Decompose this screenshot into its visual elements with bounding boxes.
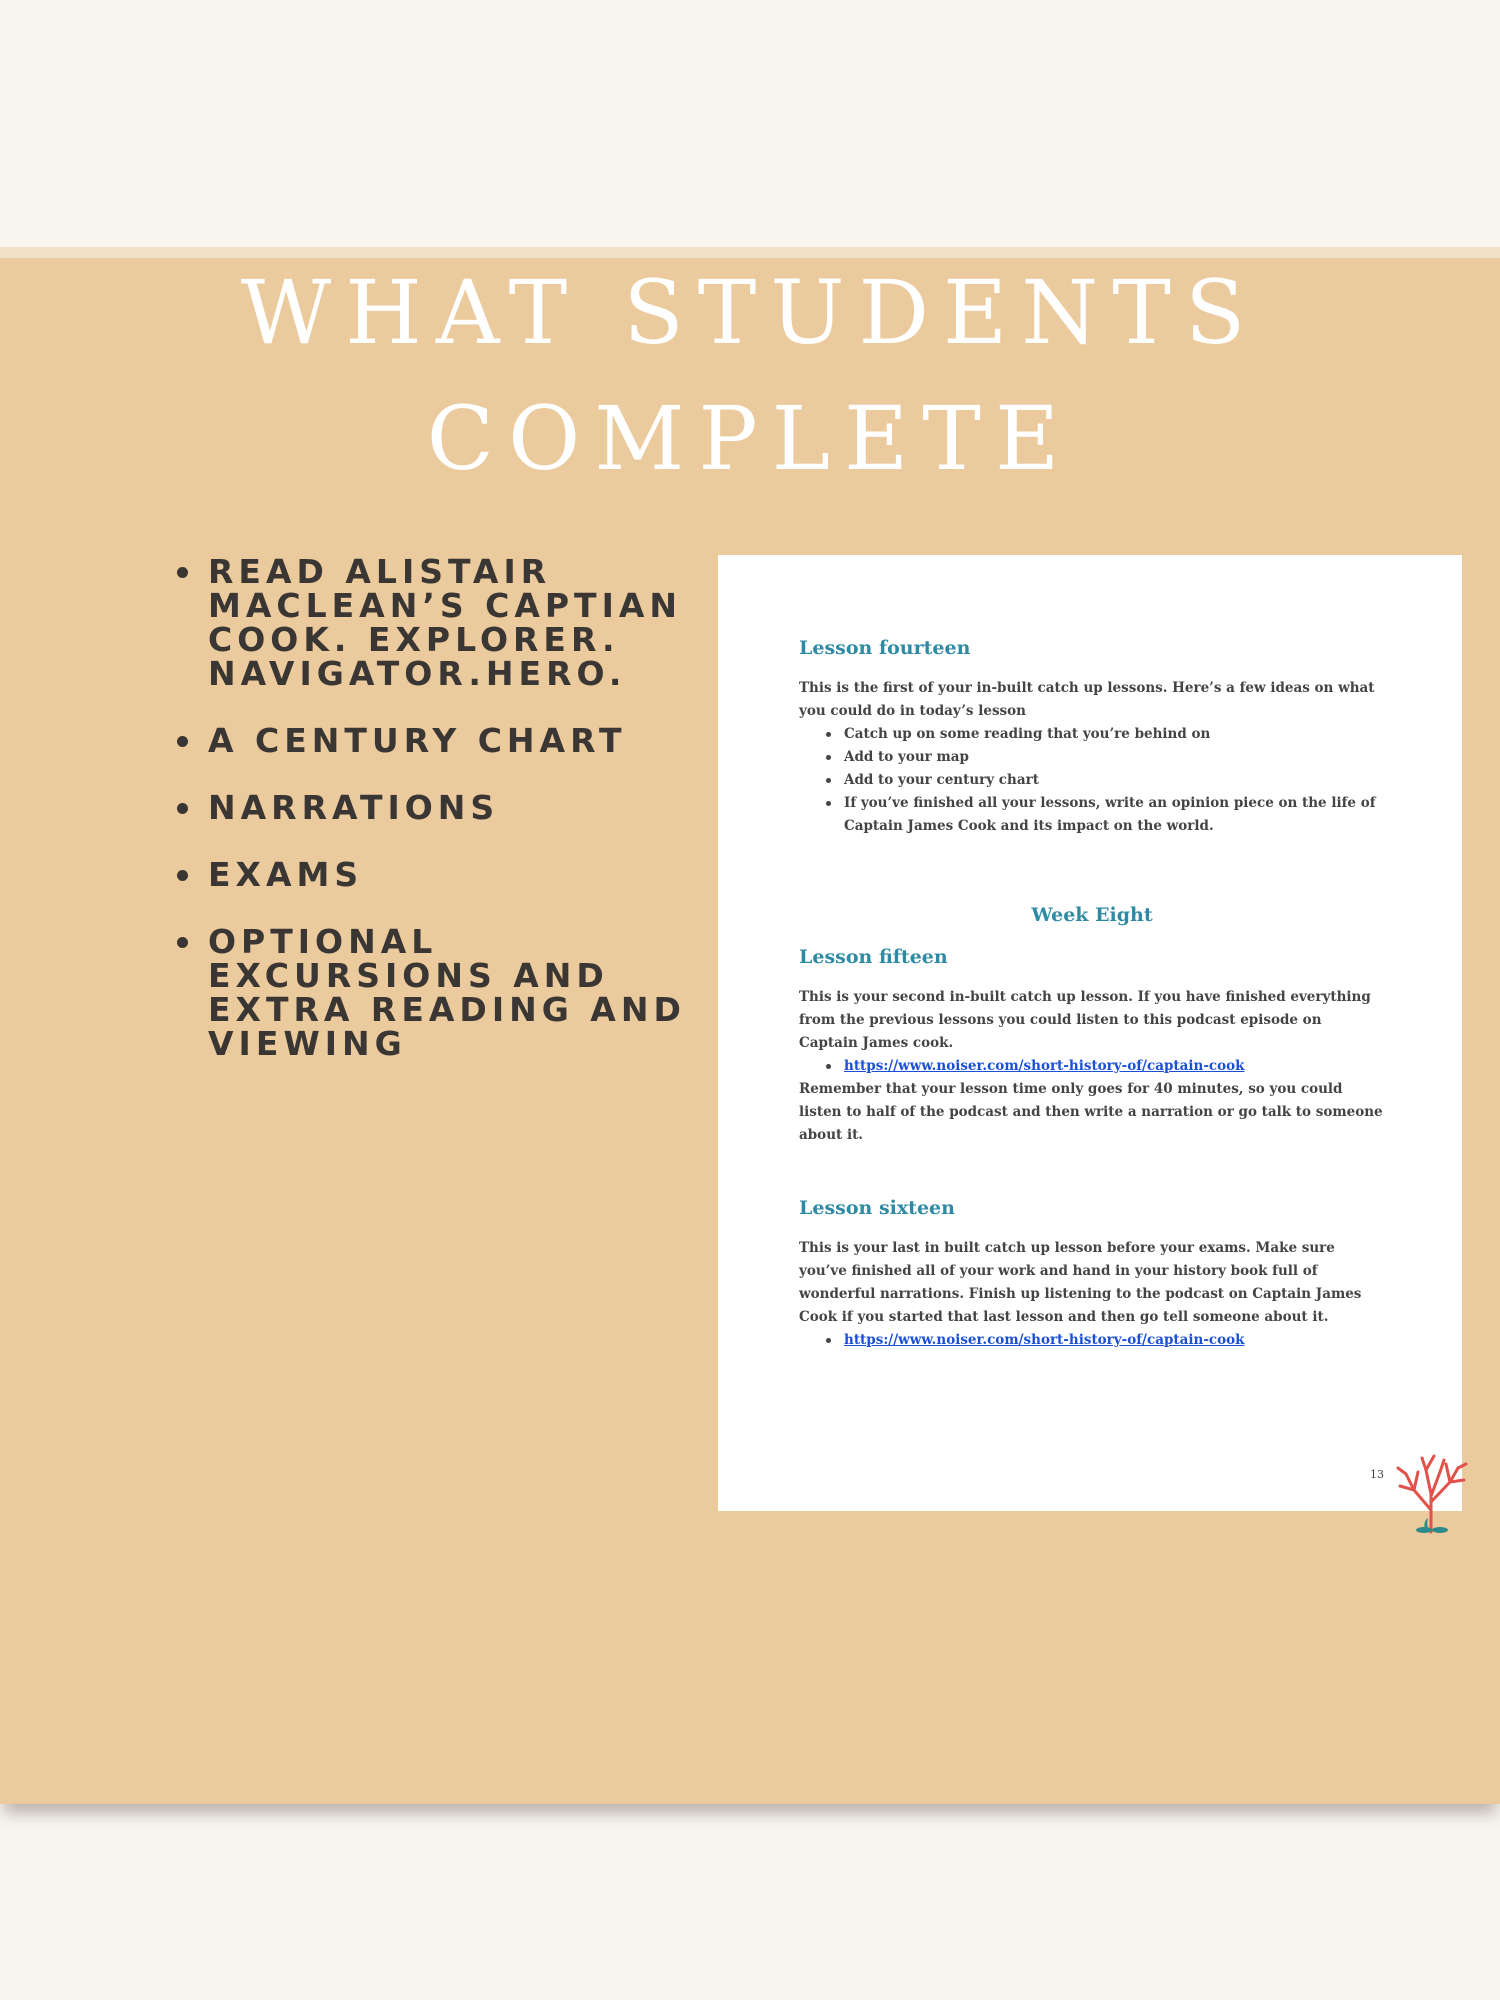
lesson-fifteen-heading: Lesson fifteen	[799, 946, 948, 968]
week-eight-heading: Week Eight	[1031, 904, 1153, 926]
list-item: If you’ve finished all your lessons, write an opinion piece on the life of Captain James Cook and its impact on the world.	[844, 792, 1385, 838]
list-item: Add to your century chart	[844, 769, 1385, 792]
list-item: Add to your map	[844, 746, 1385, 769]
document-content	[799, 637, 1385, 1352]
list-item: Catch up on some reading that you’re behind on	[844, 723, 1385, 746]
bullet-dot-icon	[177, 870, 188, 881]
feature-item-excursions	[170, 922, 690, 1063]
feature-label: A CENTURY CHART	[208, 721, 627, 760]
lesson-sixteen-link-list	[799, 1329, 1385, 1352]
lesson-fifteen-link-list	[799, 1055, 1385, 1078]
document-preview-page	[718, 555, 1462, 1511]
page-title	[0, 250, 1500, 502]
feature-label: OPTIONAL EXCURSIONS AND EXTRA READING AND VIEWING	[208, 922, 686, 1063]
feature-label: EXAMS	[208, 855, 364, 894]
bullet-dot-icon	[177, 937, 188, 948]
lesson-sixteen-intro: This is your last in built catch up lesson before your exams. Make sure you’ve finished all of your work and hand in your history book full of wonderful narrations. Finish up listening to the podcast on Captain James Cook if you started that last lesson and then go tell someone about it.	[799, 1240, 1362, 1325]
bullet-dot-icon	[177, 803, 188, 814]
lesson-fifteen-intro: This is your second in-built catch up lesson. If you have finished everything from the previous lessons you could listen to this podcast episode on Captain James cook.	[799, 989, 1371, 1051]
feature-item-reading	[170, 552, 690, 693]
title-line-2: COMPLETE	[426, 387, 1074, 490]
feature-item-exams	[170, 855, 690, 894]
podcast-link[interactable]: https://www.noiser.com/short-history-of/captain-cook	[844, 1332, 1245, 1348]
feature-item-century-chart	[170, 721, 690, 760]
bullet-dot-icon	[177, 567, 188, 578]
podcast-link[interactable]: https://www.noiser.com/short-history-of/captain-cook	[844, 1058, 1245, 1074]
list-item	[844, 1329, 1385, 1352]
title-line-1: WHAT STUDENTS	[240, 261, 1260, 364]
lesson-fourteen-heading: Lesson fourteen	[799, 637, 971, 659]
feature-label: READ ALISTAIR MACLEAN’S CAPTIAN COOK. EXPLORER. NAVIGATOR.HERO.	[208, 552, 683, 693]
list-item	[844, 1055, 1385, 1078]
feature-list	[170, 552, 690, 1094]
feature-item-narrations	[170, 788, 690, 827]
lesson-sixteen-heading: Lesson sixteen	[799, 1197, 955, 1219]
lesson-fourteen-ideas-list	[799, 723, 1385, 838]
lesson-fourteen-intro: This is the first of your in-built catch up lessons. Here’s a few ideas on what you could do in today’s lesson	[799, 680, 1375, 719]
coral-icon	[1388, 1450, 1474, 1536]
bullet-dot-icon	[177, 736, 188, 747]
feature-label: NARRATIONS	[208, 788, 500, 827]
page-number: 13	[1370, 1468, 1384, 1481]
lesson-fifteen-note: Remember that your lesson time only goes for 40 minutes, so you could listen to half of the podcast and then write a narration or go talk to someone about it.	[799, 1081, 1383, 1143]
